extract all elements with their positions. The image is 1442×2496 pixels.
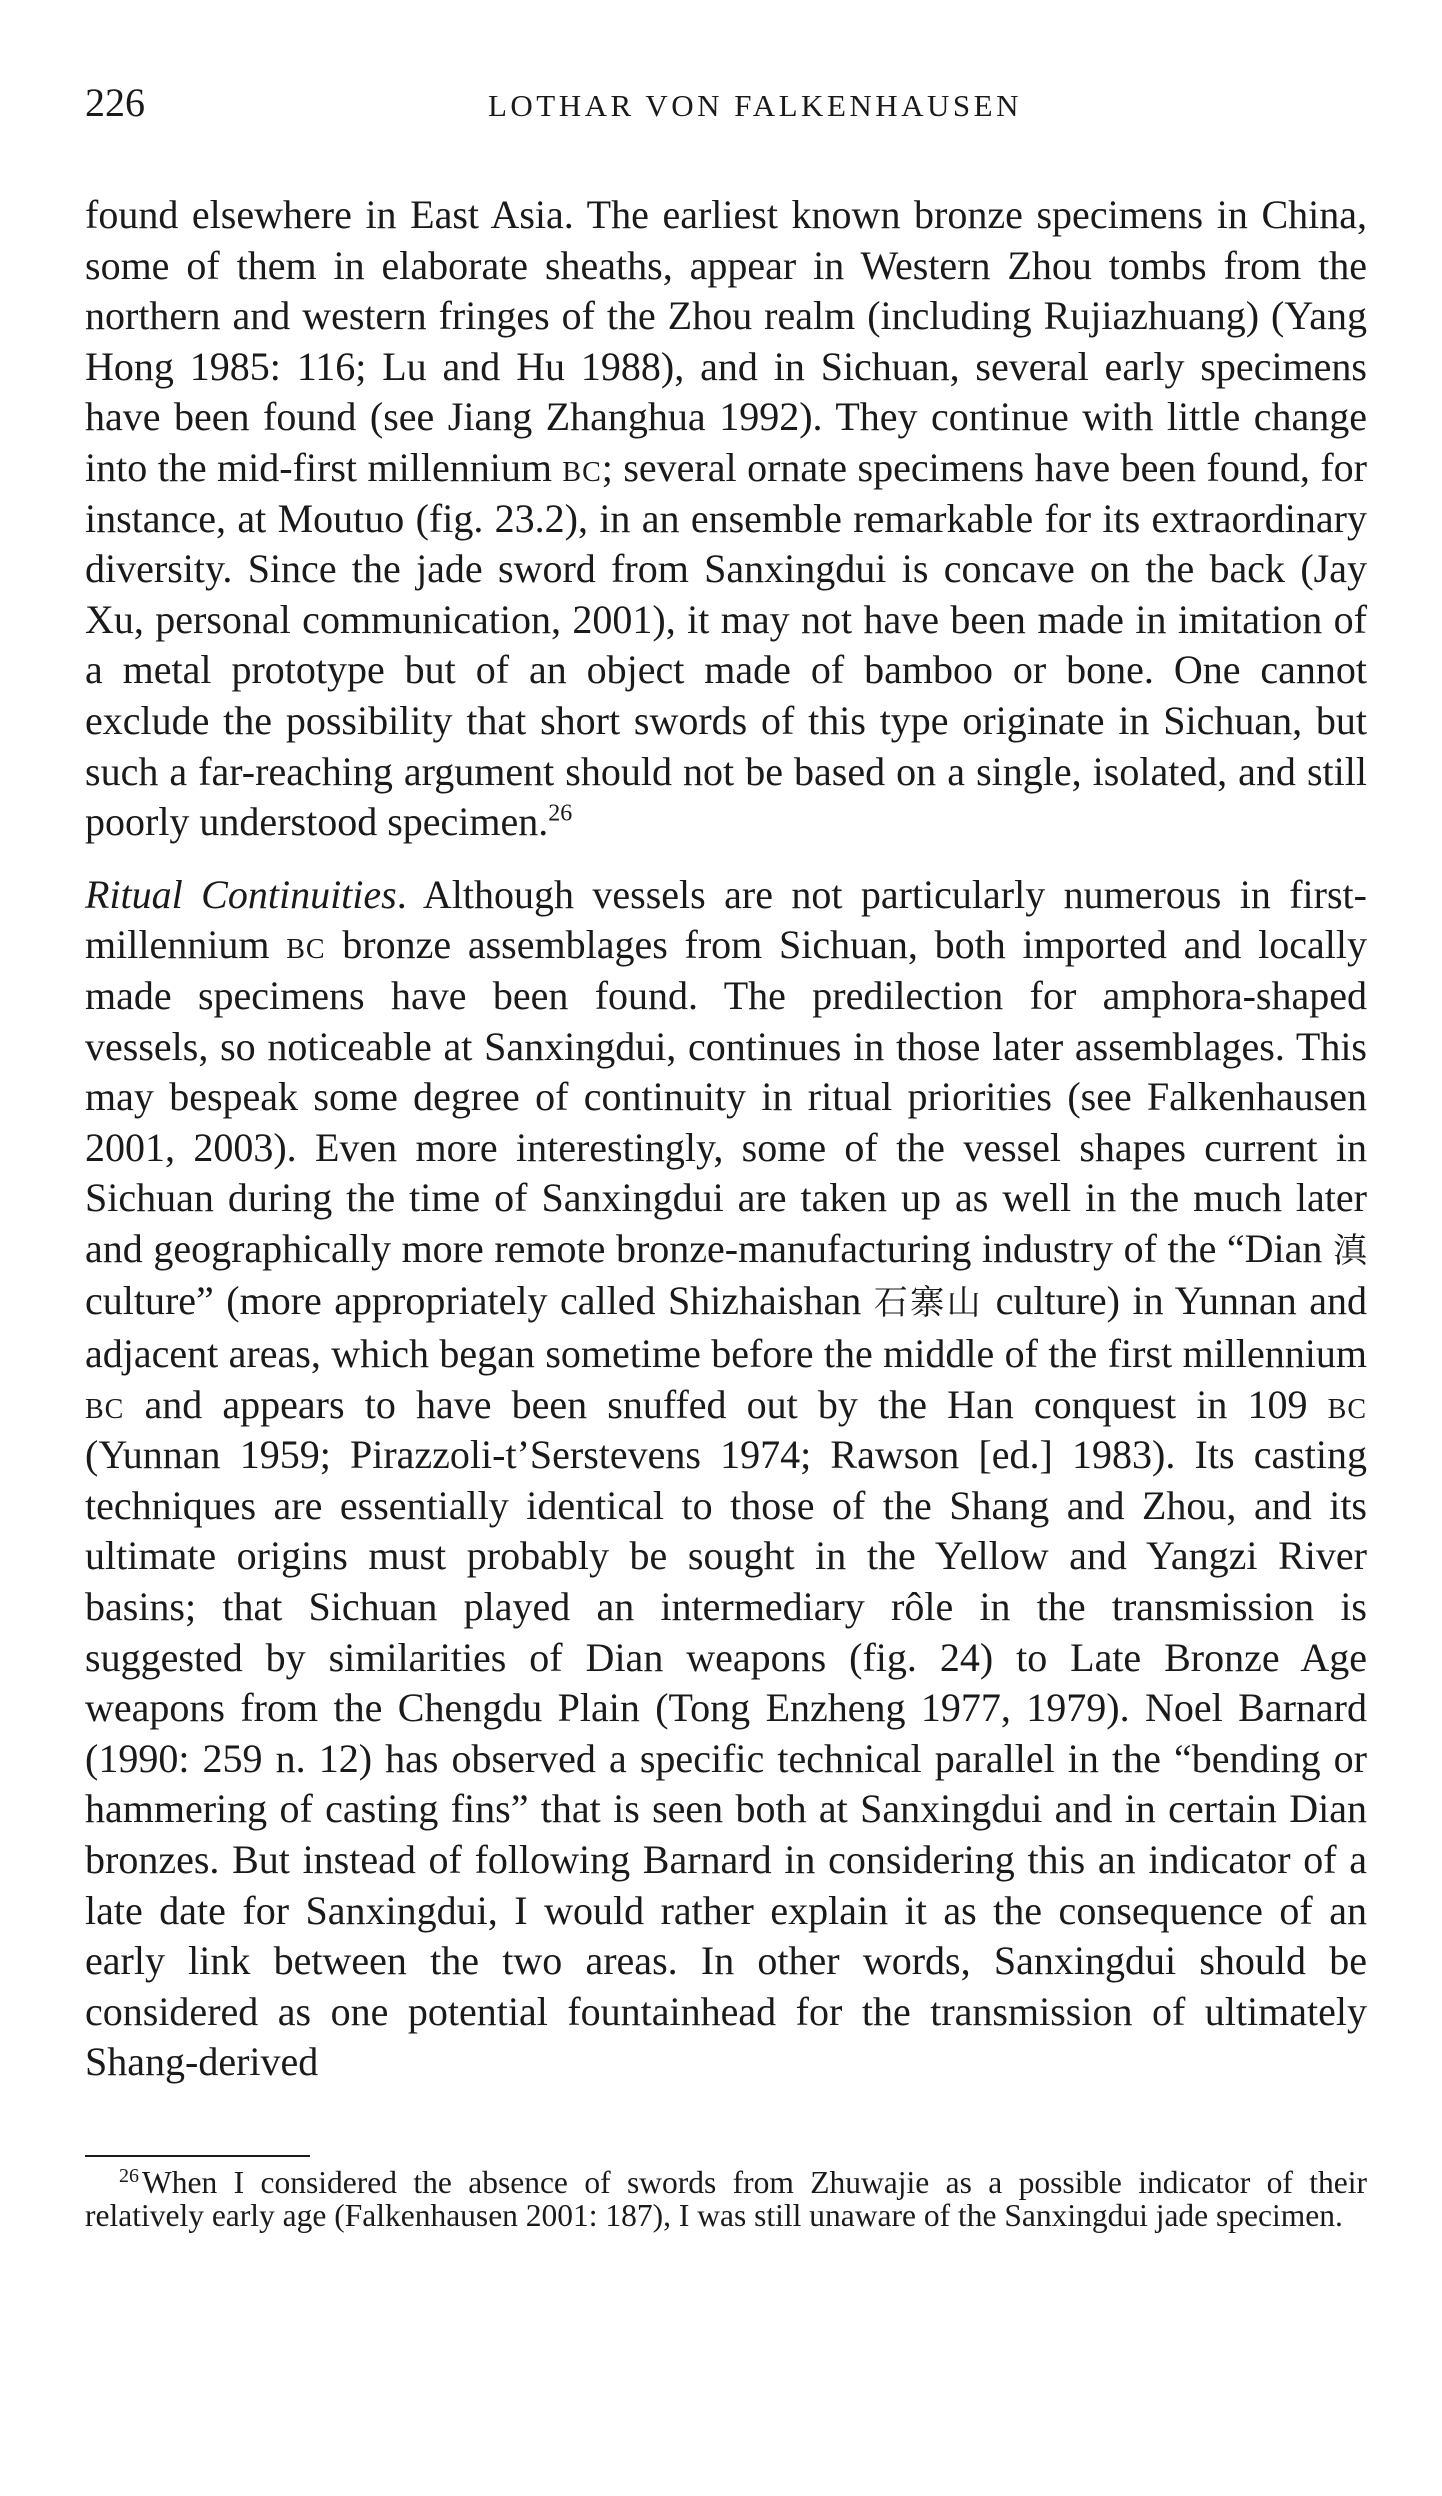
text-span: . Although vessels are not particularly numerous in first-millennium (85, 871, 1367, 968)
chinese-characters: 滇 (1333, 1230, 1367, 1271)
page-number: 226 (85, 80, 145, 125)
text-span: found elsewhere in East Asia. The earliest known bronze specimens in China, some of them in elaborate sheaths, appear in Western Zhou tombs from the northern and western fringes of the Zhou realm (including Rujiazhuang) (Yang Hong 1985: 116; Lu and Hu 1988), and in Sichuan, several early specimens have been found (see Jiang Zhanghua 1992). They continue with little change into the mid-first millennium (85, 192, 1367, 490)
era-abbreviation: bc (85, 1381, 125, 1427)
text-span: (Yunnan 1959; Pirazzoli-t’Serstevens 1974; Rawson [ed.] 1983). Its casting techniques are essentially identical to those of the Shang and Zhou, and its ultimate origins must probably be sought in the Yellow and Yangzi River basins; that Sichuan played an intermediary rôle in the transmission is suggested by similarities of Dian weapons (fig. 24) to Late Bronze Age weapons from the Chengdu Plain (Tong Enzheng 1977, 1979). Noel Barnard (1990: 259 n. 12) has observed a specific technical parallel in the “bending or hammering of casting fins” that is seen both at Sanxingdui and in certain Dian bronzes. But instead of following Barnard in considering this an indicator of a late date for Sanxingdui, I would rather explain it as the consequence of an early link between the two areas. In other words, Sanxingdui should be considered as one potential fountainhead for the transmission of ultimately Shang-derived (85, 1432, 1367, 2085)
footnote-text: When I considered the absence of swords from Zhuwajie as a possible indicator of their relatively early age (Falkenhausen 2001: 187), I was still unaware of the Sanxingdui jade specimen. (85, 2165, 1367, 2233)
running-head: LOTHAR VON FALKENHAUSEN (487, 88, 1022, 123)
paragraph (85, 190, 1367, 848)
text-span: culture) in Yunnan and adjacent areas, which began sometime before the middle of the first millennium (85, 1278, 1367, 1377)
footnote-reference: 26 (548, 800, 573, 827)
text-span: culture” (more appropriately called Shizhaishan (85, 1278, 874, 1324)
section-heading: Ritual Continuities (85, 871, 397, 917)
footnote (85, 2166, 1367, 2232)
text-span: bronze assemblages from Sichuan, both imported and locally made specimens have been found. The predilection for amphora-shaped vessels, so noticeable at Sanxingdui, continues in those later assemblages. This may bespeak some degree of continuity in ritual priorities (see Falkenhausen 2001, 2003). Even more interestingly, some of the vessel shapes current in Sichuan during the time of Sanxingdui are taken up as well in the much later and geographically more remote bronze-manufacturing industry of the “Dian (85, 922, 1367, 1271)
body-text (85, 190, 1367, 2088)
era-abbreviation: bc (562, 444, 602, 490)
footnote-number: 26 (119, 2164, 139, 2187)
page-header (85, 78, 1365, 128)
era-abbreviation: bc (286, 922, 326, 968)
chinese-characters: 石寨山 (873, 1283, 984, 1324)
footnote-divider (85, 2155, 310, 2157)
paragraph (85, 870, 1367, 2088)
era-abbreviation: bc (1327, 1381, 1367, 1427)
text-span: and appears to have been snuffed out by the Han conquest in 109 (124, 1381, 1328, 1427)
text-span: ; several ornate specimens have been found, for instance, at Moutuo (fig. 23.2), in an ensemble remarkable for its extraordinary diversity. Since the jade sword from Sanxingdui is concave on the back (Jay Xu, personal communication, 2001), it may not have been made in imitation of a metal prototype but of an object made of bamboo or bone. One cannot exclude the possibility that short swords of this type originate in Sichuan, but such a far-reaching argument should not be based on a single, isolated, and still poorly understood specimen. (85, 444, 1367, 845)
